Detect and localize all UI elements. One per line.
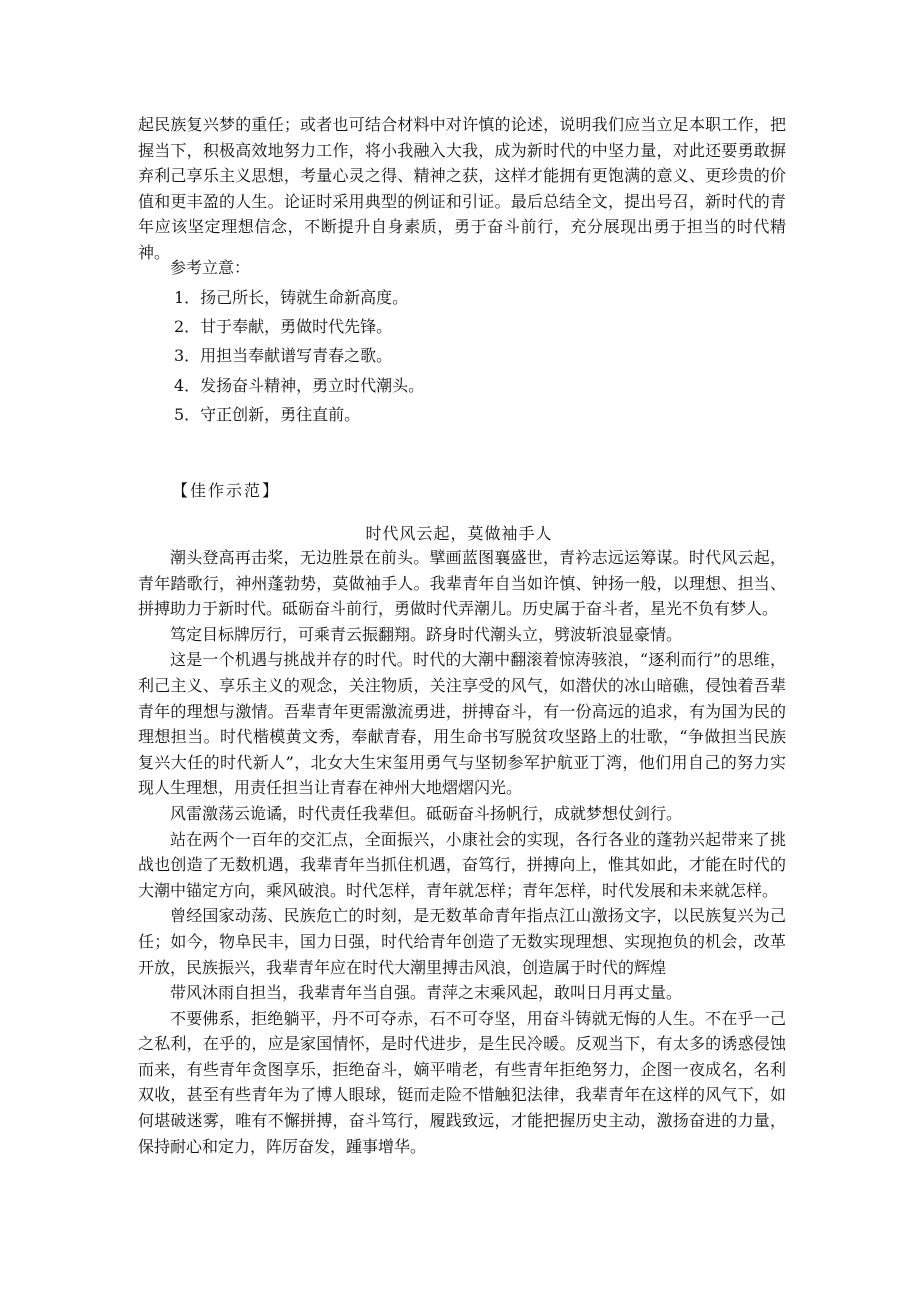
essay-paragraph: 曾经国家动荡、民族危亡的时刻，是无数革命青年指点江山激扬文字，以民族复兴为己任；如今，物阜民丰，国力日强，时代给青年创造了无数实现理想、实现抱负的机会，改革开放，民族振兴，我辈青年应在时代大潮里搏击风浪，创造属于时代的辉煌 bbox=[138, 906, 786, 977]
reference-item: 2．甘于奉献，勇做时代先锋。 bbox=[174, 317, 393, 336]
essay-paragraph: 风雷激荡云诡谲，时代责任我辈但。砥砺奋斗扬帆行，成就梦想仗剑行。 bbox=[170, 803, 683, 823]
essay-paragraph: 带风沐雨自担当，我辈青年当自强。青萍之末乘风起，敢叫日月再丈量。 bbox=[170, 983, 683, 1003]
reference-item: 1．扬己所长，铸就生命新高度。 bbox=[174, 288, 409, 307]
intro-paragraph: 起民族复兴梦的重任；或者也可结合材料中对许慎的论述，说明我们应当立足本职工作，把握当下，积极高效地努力工作，将小我融入大我，成为新时代的中坚力量，对此还要勇敢摒弃利己享乐主义思想，考量心灵之得、精神之获，这样才能拥有更饱满的意义、更珍贵的价值和更丰盈的人生。论证时采用典型的例证和引证。最后总结全文，提出号召，新时代的青年应该坚定理想信念，不断提升自身素质，勇于奋斗前行，充分展现出勇于担当的时代精神。 bbox=[138, 115, 786, 262]
essay-title: 时代风云起，莫做袖手人 bbox=[365, 524, 553, 543]
essay-paragraph: 潮头登高再击桨，无边胜景在前头。擘画蓝图襄盛世，青衿志远运筹谋。时代风云起，青年踏歌行，神州蓬勃势，莫做袖手人。我辈青年自当如许慎、钟扬一般，以理想、担当、拼搏助力于新时代。砥砺奋斗前行，勇做时代弄潮儿。历史属于奋斗者，星光不负有梦人。 bbox=[138, 548, 786, 619]
reference-item: 4．发扬奋斗精神，勇立时代潮头。 bbox=[174, 376, 425, 395]
reference-item: 5．守正创新，勇往直前。 bbox=[174, 405, 361, 424]
essay-paragraph: 不要佛系，拒绝躺平，丹不可夺赤，石不可夺坚，用奋斗铸就无悔的人生。不在乎一己之私利，在乎的，应是家国情怀，是时代进步，是生民冷暖。反观当下，有太多的诱惑侵蚀而来，有些青年贪图享乐，拒绝奋斗，嫡平啃老，有些青年拒绝努力，企图一夜成名，名利双收，甚至有些青年为了博人眼球，铤而走险不惜触犯法律，我辈青年在这样的风气下，如何堪破迷雾，唯有不懈拼搏，奋斗笃行，履践致远，才能把握历史主动，激扬奋进的力量，保持耐心和定力，阵厉奋发，踵事增华。 bbox=[138, 1008, 786, 1156]
essay-paragraph: 这是一个机遇与挑战并存的时代。时代的大潮中翻滚着惊涛骇浪，“逐利而行”的思维，利己主义、享乐主义的观念，关注物质，关注享受的风气，如潜伏的冰山暗礁，侵蚀着吾辈青年的理想与激情。吾辈青年更需激流勇进，拼搏奋斗，有一份高远的追求，有为国为民的理想担当。时代楷模黄文秀，奉献青春，用生命书写脱贫攻坚路上的壮歌，“争做担当民族复兴大任的时代新人”，北女大生宋玺用勇气与坚韧参军护航亚丁湾，他们用自己的努力实现人生理想，用责任担当让青春在神州大地熠熠闪光。 bbox=[138, 650, 786, 798]
section-heading: 【佳作示范】 bbox=[172, 481, 281, 500]
reference-item: 3．用担当奉献谱写青春之歌。 bbox=[174, 346, 393, 365]
essay-paragraph: 笃定目标牌厉行，可乘青云振翻翔。跻身时代潮头立，劈波斩浪显豪情。 bbox=[170, 624, 683, 644]
essay-body bbox=[138, 545, 786, 1159]
reference-title: 参考立意： bbox=[170, 258, 251, 277]
essay-paragraph: 站在两个一百年的交汇点，全面振兴，小康社会的实现，各行各业的蓬勃兴起带来了挑战也创造了无数机遇，我辈青年当抓住机遇，奋笃行，拼搏向上，惟其如此，才能在时代的大潮中锚定方向，乘风破浪。时代怎样，青年就怎样；青年怎样，时代发展和未来就怎样。 bbox=[138, 829, 786, 900]
intro-section bbox=[138, 112, 786, 266]
